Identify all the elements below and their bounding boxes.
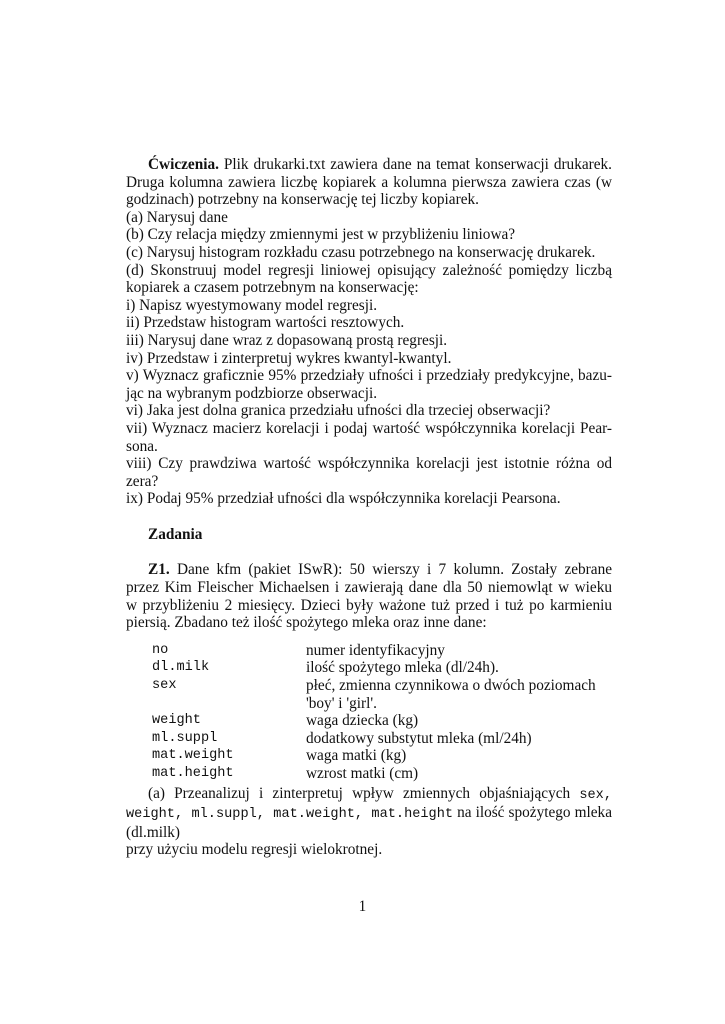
exercise-item: (c) Narysuj histogram rozkładu czasu potrzebnego na konserwację drukarek. <box>126 243 596 261</box>
exercises-intro-line: godzinach) potrzebny na konserwację tej liczby kopiarek. <box>126 191 479 209</box>
variable-name: no <box>152 642 169 658</box>
z1-first-line <box>126 561 612 579</box>
variable-desc: dodatkowy substytut mleka (ml/24h) <box>306 729 532 747</box>
variable-name: ml.suppl <box>152 730 218 746</box>
variables-table <box>152 642 596 783</box>
task-a-line <box>126 785 612 805</box>
exercise-item: zera? <box>126 472 159 490</box>
variable-row <box>152 765 596 783</box>
variable-row <box>152 642 596 660</box>
variable-desc: waga matki (kg) <box>306 747 407 765</box>
variable-row <box>152 712 596 730</box>
exercise-item: vii) Wyznacz macierz korelacji i podaj wartość współczynnika korelacji Pear- <box>126 419 612 437</box>
variable-name: mat.height <box>152 766 234 781</box>
variable-name: dl.milk <box>152 660 210 676</box>
z1-intro-line: w przybliżeniu 2 miesięcy. Dzieci były ważone tuż przed i tuż po karmieniu <box>126 596 612 614</box>
variable-name: sex <box>152 678 177 694</box>
page-number: 1 <box>358 898 367 915</box>
variable-desc: płeć, zmienna czynnikowa o dwóch poziomach <box>306 677 596 695</box>
exercise-item: ii) Przedstaw histogram wartości resztowych. <box>126 314 405 332</box>
exercise-item: sona. <box>126 437 158 455</box>
variable-name: mat.weight <box>152 748 234 764</box>
task-a-prefix: (a) Przeanalizuj i zinterpretuj wpływ zmiennych objaśniających <box>148 784 571 802</box>
exercise-item: (a) Narysuj dane <box>126 208 228 226</box>
exercise-item: iv) Przedstaw i zinterpretuj wykres kwantyl-kwantyl. <box>126 349 452 367</box>
exercises-first-line <box>126 156 612 174</box>
exercise-item: v) Wyznacz graficznie 95% przedziały ufności i przedziały predykcyjne, bazu- <box>126 367 612 385</box>
z1-label: Z1. <box>148 561 170 579</box>
exercise-item: (d) Skonstruuj model regresji liniowej opisujący zależność pomiędzy liczbą <box>126 261 612 279</box>
variable-name: weight <box>152 713 201 729</box>
variable-desc: numer identyfikacyjny <box>306 641 445 659</box>
task-a-line <box>126 804 612 841</box>
variable-row <box>152 730 596 748</box>
exercises-intro-line: Druga kolumna zawiera liczbę kopiarek a kolumna pierwsza zawiera czas (w <box>126 173 612 191</box>
task-a <box>126 785 612 859</box>
z1-intro-line: piersią. Zbadano też ilość spożytego mleka oraz inne dane: <box>126 614 487 632</box>
exercise-item: jąc na wybranym podzbiorze obserwacji. <box>126 384 378 402</box>
variable-name <box>152 695 306 713</box>
exercise-item: ix) Podaj 95% przedział ufności dla współczynnika korelacji Pearsona. <box>126 490 561 508</box>
variable-desc: wzrost matki (cm) <box>306 765 419 782</box>
exercise-item: iii) Narysuj dane wraz z dopasowaną prostą regresji. <box>126 331 448 349</box>
variable-desc: 'boy' i 'girl'. <box>306 694 377 712</box>
document-body <box>126 156 612 859</box>
tasks-heading: Zadania <box>148 525 203 543</box>
exercises-title: Ćwiczenia. <box>148 156 219 173</box>
z1-intro-line: przez Kim Fleischer Michaelsen i zawierają dane dla 50 niemowląt w wieku <box>126 579 612 597</box>
z1-intro-line: Dane kfm (pakiet ISwR): 50 wierszy i 7 kolumn. Zostały zebrane <box>176 561 613 579</box>
task-z1 <box>126 561 612 631</box>
exercise-item: (b) Czy relacja między zmiennymi jest w przybliżeniu liniowa? <box>126 226 516 244</box>
exercises-section <box>126 156 612 508</box>
task-a-suffix: na ilość spożytego mleka (dl.milk) <box>126 804 612 841</box>
variable-row <box>152 695 596 713</box>
variable-desc: waga dziecka (kg) <box>306 712 419 730</box>
exercises-intro-line: Plik drukarki.txt zawiera dane na temat konserwacji drukarek. <box>223 156 613 173</box>
task-a-end: przy użyciu modelu regresji wielokrotnej. <box>126 841 383 859</box>
variable-desc: ilość spożytego mleka (dl/24h). <box>306 659 499 677</box>
exercise-item: viii) Czy prawdziwa wartość współczynnika korelacji jest istotnie różna od <box>126 455 612 473</box>
exercise-item: kopiarek a czasem potrzebnym na konserwację: <box>126 279 419 297</box>
exercise-item: vi) Jaka jest dolna granica przedziału ufności dla trzeciej obserwacji? <box>126 402 551 420</box>
task-a-code: sex, <box>579 787 612 803</box>
variable-row <box>152 747 596 765</box>
variable-row <box>152 677 596 695</box>
variable-row <box>152 659 596 677</box>
task-a-code: weight, ml.suppl, mat.weight, mat.height <box>126 807 454 823</box>
exercise-item: i) Napisz wyestymowany model regresji. <box>126 296 378 314</box>
